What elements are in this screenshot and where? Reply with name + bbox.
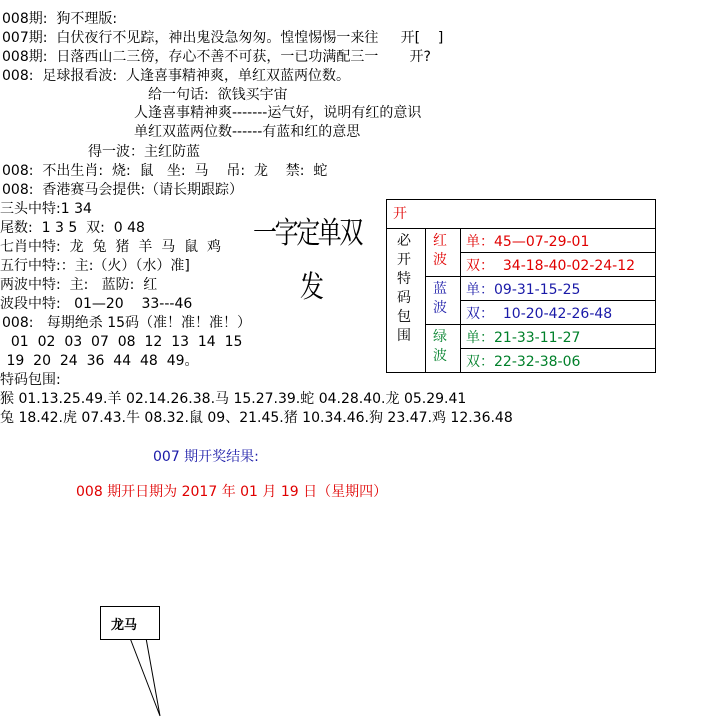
line-8: 得一波：主红防蓝 — [88, 144, 200, 160]
line-19: 19 20 24 36 44 48 49。 — [2, 353, 199, 369]
line-2: 007期: 白伏夜行不见踪，神出鬼没急匆匆。惶惶惕惕一来往 开[ ] — [2, 30, 444, 46]
label-char: 波 — [433, 252, 447, 268]
draw-date: 008 期开日期为 2017 年 01 月 19 日（星期四） — [76, 484, 388, 500]
line-15: 两波中特: 主: 蓝防: 红 — [0, 277, 158, 293]
line-21: 猴 01.13.25.49.羊 02.14.26.38.马 15.27.39.蛇 04.28.40.龙 05.29.41 — [0, 391, 467, 407]
draw-result-title: 007 期开奖结果: — [153, 449, 259, 465]
line-18: 01 02 03 07 08 12 13 14 15 — [2, 334, 243, 350]
line-1: 008期: 狗不理版: — [2, 11, 118, 27]
line-6: 人逢喜事精神爽-------运气好，说明有红的意识 — [134, 105, 422, 121]
label-char: 波 — [433, 348, 447, 364]
blue-single-text: 单：09-31-15-25 — [466, 282, 581, 298]
side-char: 开 — [397, 252, 411, 268]
line-7: 单红双蓝两位数------有蓝和红的意思 — [134, 124, 361, 140]
side-char: 包 — [397, 309, 411, 325]
label-char: 绿 — [433, 329, 447, 345]
line-10: 008: 香港赛马会提供:（请长期跟踪） — [2, 182, 244, 198]
line-20: 特码包围: — [0, 372, 61, 388]
line-17: 008: 每期绝杀 15码（准！准！准！） — [2, 315, 252, 331]
line-5: 给一句话: 欲钱买宇宙 — [148, 87, 288, 103]
line-3: 008期: 日落西山二三傍，存心不善不可获，一已功满配三一 开? — [2, 49, 431, 65]
blue-double-text: 双： 10-20-42-26-48 — [466, 306, 613, 322]
red-double-text: 双： 34-18-40-02-24-12 — [466, 258, 636, 274]
calligraphy-line-2: 发 — [300, 270, 324, 305]
line-11: 三头中特:1 34 — [0, 201, 92, 217]
side-char: 特 — [397, 271, 411, 287]
label-char: 波 — [433, 300, 447, 316]
callout-box — [100, 606, 160, 640]
calligraphy-line-1: 一字定单双 — [253, 216, 361, 251]
green-single-text: 单：21-33-11-27 — [466, 330, 581, 346]
line-13: 七肖中特: 龙 兔 猪 羊 马 鼠 鸡 — [0, 239, 222, 255]
green-double-text: 双：22-32-38-06 — [466, 354, 581, 370]
line-12: 尾数: 1 3 5 双: 0 48 — [0, 220, 145, 236]
table-header-label: 开 — [393, 206, 407, 222]
side-char: 必 — [397, 233, 411, 249]
label-char: 红 — [433, 233, 447, 249]
side-char: 码 — [397, 290, 411, 306]
line-4: 008: 足球报看波: 人逢喜事精神爽，单红双蓝两位数。 — [2, 68, 350, 84]
line-16: 波段中特: 01—20 33---46 — [0, 296, 193, 312]
side-char: 围 — [397, 328, 411, 344]
label-char: 蓝 — [433, 281, 447, 297]
line-14: 五行中特:：主:（火）（水）准] — [0, 258, 190, 274]
line-22: 兔 18.42.虎 07.43.牛 08.32.鼠 09、21.45.猪 10.34.46.狗 23.47.鸡 12.36.48 — [0, 410, 513, 426]
line-9: 008: 不出生肖: 烧: 鼠 坐: 马 吊: 龙 禁: 蛇 — [2, 163, 328, 179]
callout-text: 龙马 — [111, 618, 138, 633]
red-single-text: 单：45—07-29-01 — [466, 234, 590, 250]
